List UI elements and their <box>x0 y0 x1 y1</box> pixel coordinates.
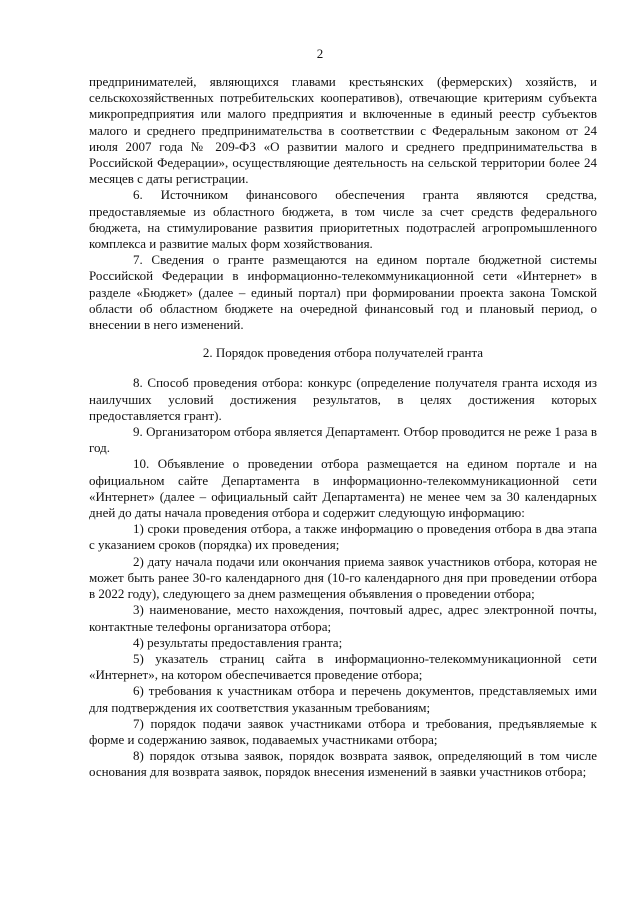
paragraph-item-7: 7. Сведения о гранте размещаются на едином портале бюджетной системы Российской Федерации в информационно-телекоммуникационной сети «Интернет» в разделе «Бюджет» (далее – единый портал) при формировании проекта закона Томской области об областном бюджете на очередной финансовый год и плановый период, о внесении в него изменений. <box>89 252 597 333</box>
document-body <box>89 74 597 781</box>
paragraph-item-10: 10. Объявление о проведении отбора размещается на едином портале и на официальном сайте Департамента в информационно-телекоммуникационной сети «Интернет» (далее – официальный сайт Департамента) не менее чем за 30 календарных дней до даты начала проведения отбора и содержит следующую информацию: <box>89 456 597 521</box>
list-item-4: 4) результаты предоставления гранта; <box>133 634 343 650</box>
list-item-2: 2) дату начала подачи или окончания приема заявок участников отбора, которая не может быть ранее 30-го календарного дня (10-го календарного дня при проведении отбора в 2022 году), следующего за днем размещения объявления о проведении отбора; <box>89 553 597 602</box>
paragraph-continuation: предпринимателей, являющихся главами крестьянских (фермерских) хозяйств, и сельскохозяйственных потребительских кооперативов), отвечающие критериям субъекта микропредприятия или малого предприятия и включенные в единый реестр субъектов малого и среднего предпринимательства в соответствии с Федеральным законом от 24 июля 2007 года № 209-ФЗ «О развитии малого и среднего предпринимательства в Российской Федерации», осуществляющие деятельность на сельской территории более 24 месяцев с даты регистрации. <box>89 74 597 187</box>
list-item-3: 3) наименование, место нахождения, почтовый адрес, адрес электронной почты, контактные телефоны организатора отбора; <box>89 602 597 634</box>
paragraph-item-9: 9. Организатором отбора является Департамент. Отбор проводится не реже 1 раза в год. <box>89 424 597 456</box>
list-item-5: 5) указатель страниц сайта в информационно-телекоммуникационной сети «Интернет», на котором обеспечивается проведение отбора; <box>89 650 597 683</box>
paragraph-item-6: 6. Источником финансового обеспечения гранта являются средства, предоставляемые из областного бюджета, в том числе за счет средств федерального бюджета, на стимулирование развития приоритетных подотраслей агропромышленного комплекса и развитие малых форм хозяйствования. <box>89 187 597 252</box>
list-item-8: 8) порядок отзыва заявок, порядок возврата заявок, определяющий в том числе основания для возврата заявок, порядок внесения изменений в заявки участников отбора; <box>89 748 597 780</box>
paragraph-item-8: 8. Способ проведения отбора: конкурс (определение получателя гранта исходя из наилучших условий достижения результатов, в целях достижения которых предоставляется грант). <box>89 375 597 423</box>
list-item-7: 7) порядок подачи заявок участниками отбора и требования, предъявляемые к форме и содержанию заявок, подаваемых участниками отбора; <box>89 715 597 747</box>
list-item-6: 6) требования к участникам отбора и перечень документов, представляемых ими для подтверждения их соответствия указанным требованиям; <box>89 683 597 715</box>
page-number: 2 <box>316 46 324 61</box>
section-title: 2. Порядок проведения отбора получателей гранта <box>202 345 484 361</box>
list-item-1: 1) сроки проведения отбора, а также информацию о проведения отбора в два этапа с указанием сроков (порядка) их проведения; <box>89 521 597 553</box>
